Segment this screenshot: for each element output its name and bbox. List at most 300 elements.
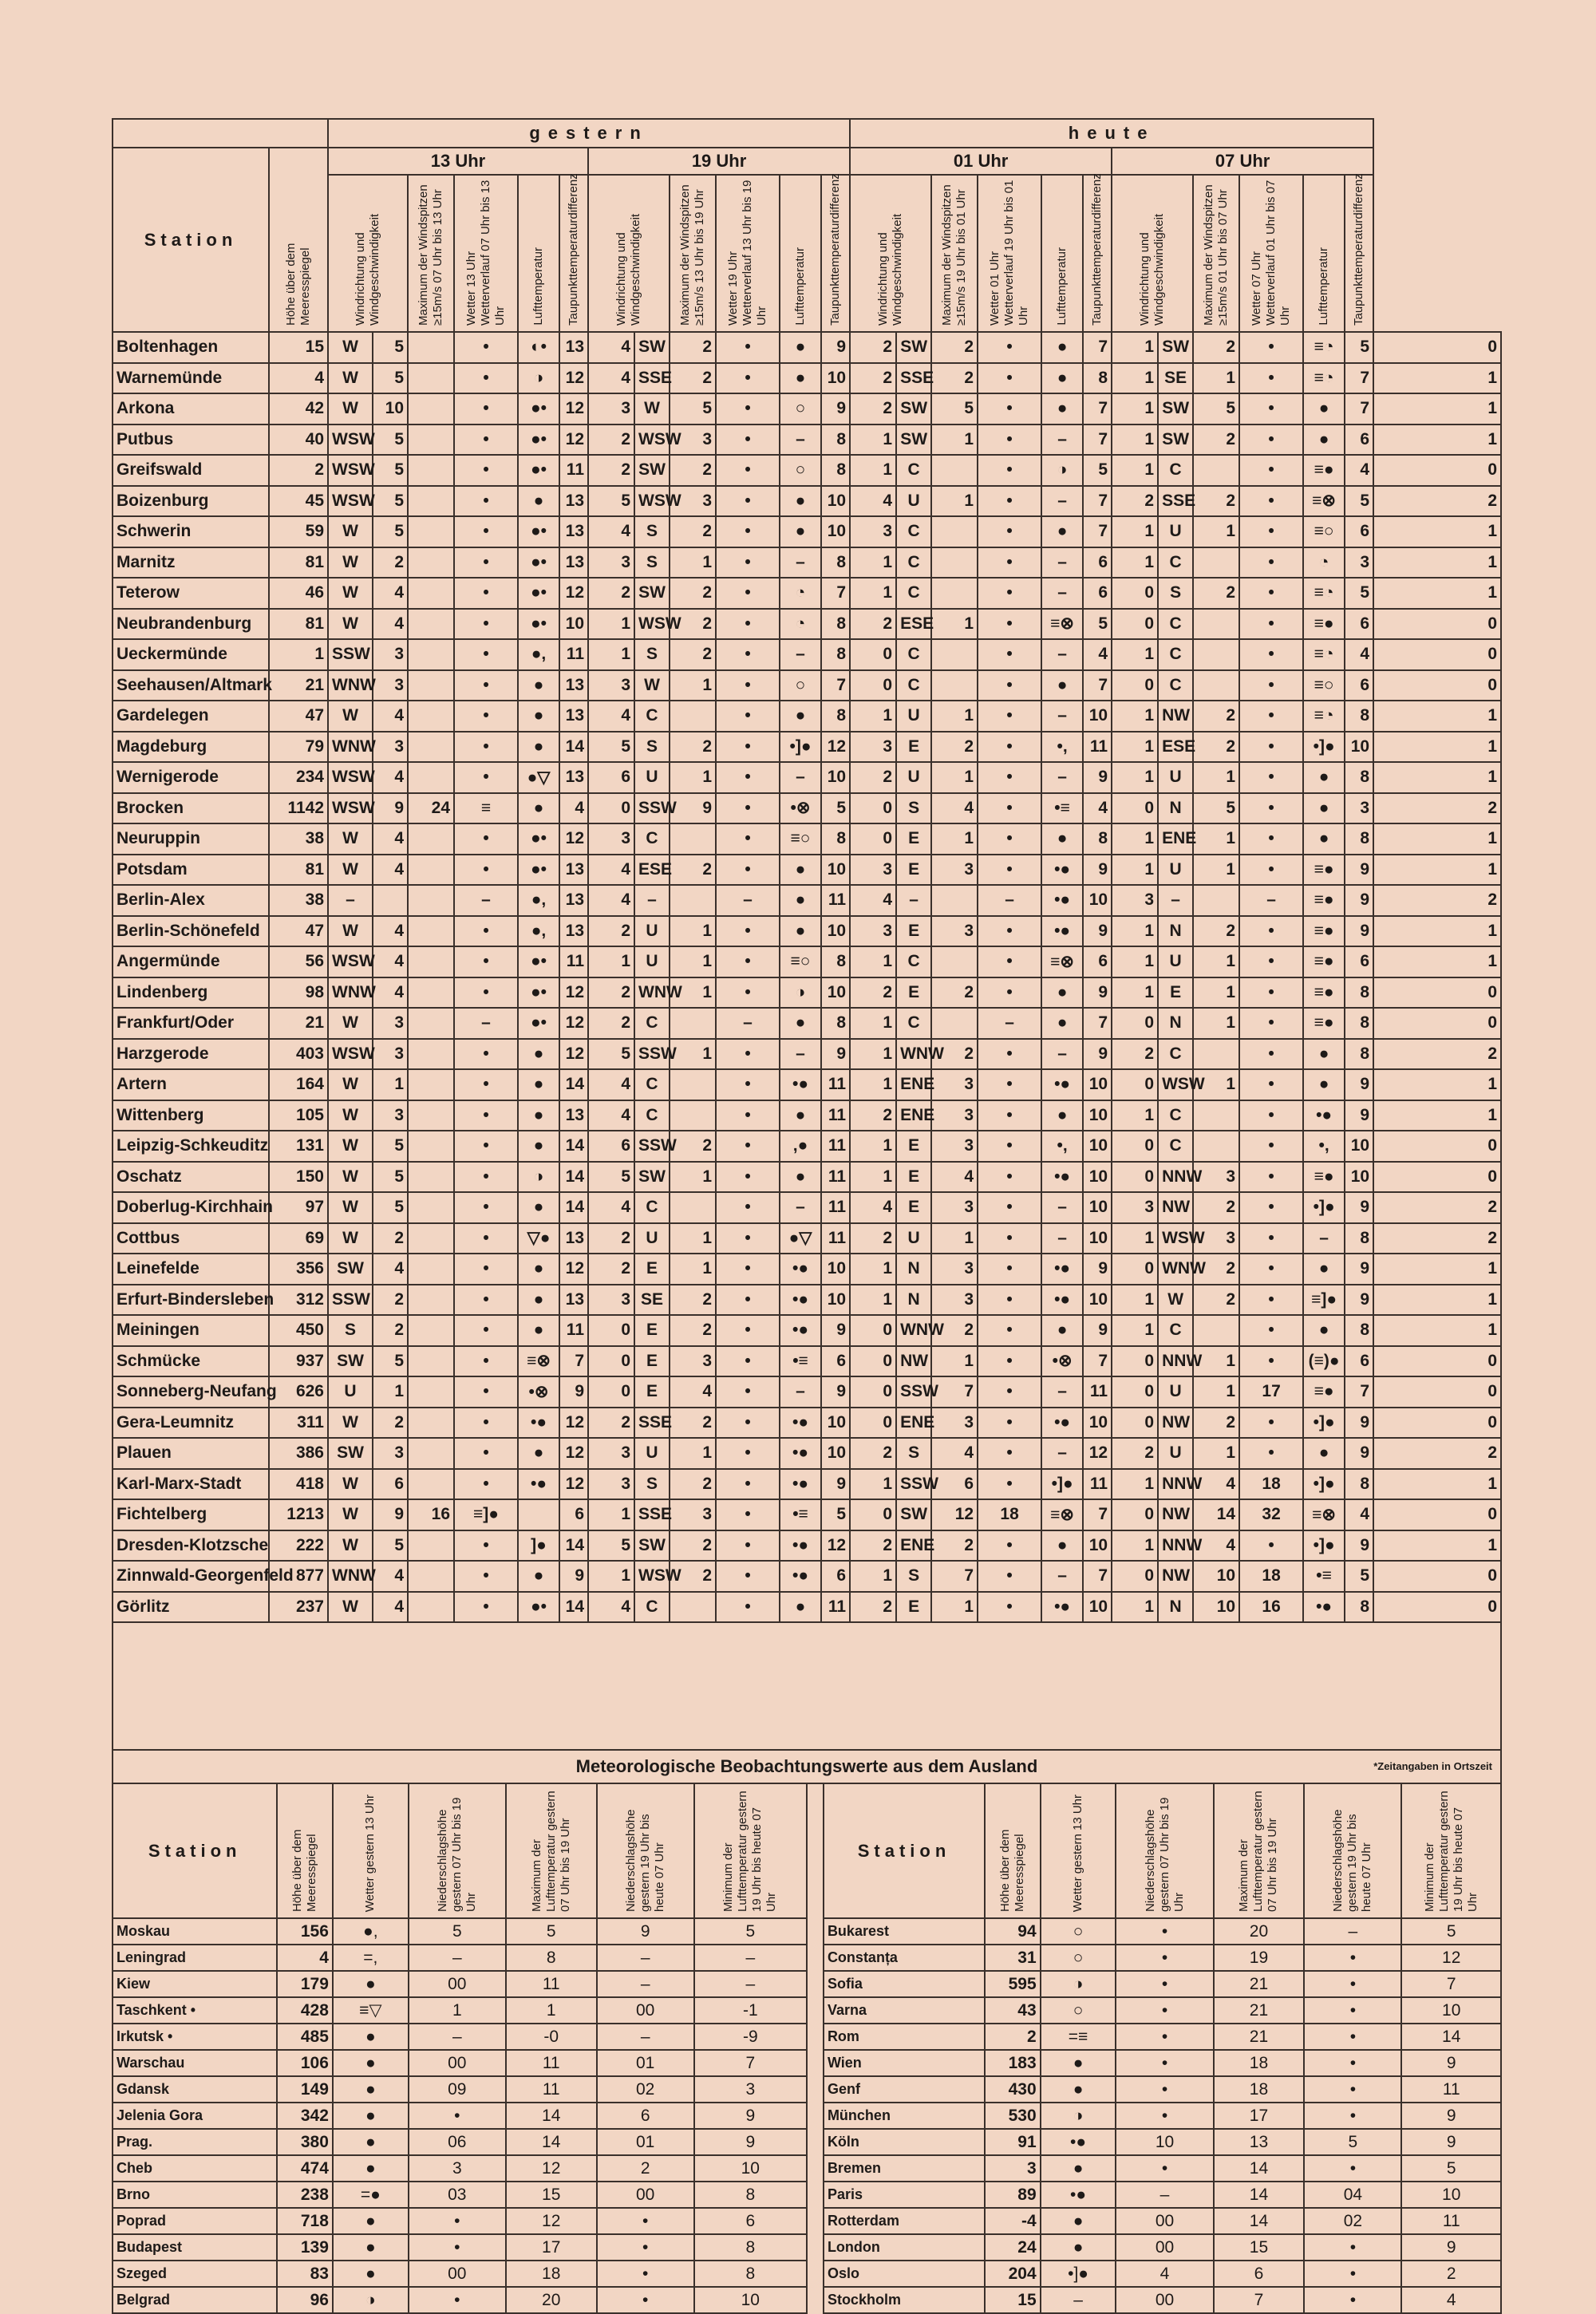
foreign-value: 15 xyxy=(506,2182,597,2208)
station-height: 59 xyxy=(269,516,328,547)
station-name: Magdeburg xyxy=(113,732,269,763)
station-value: SSE xyxy=(634,1499,670,1530)
station-value: 3 xyxy=(670,1346,716,1377)
station-value: 5 xyxy=(588,1162,634,1193)
station-value: U xyxy=(328,1376,373,1408)
station-value: • xyxy=(978,363,1041,394)
time-19: 19 Uhr xyxy=(588,148,850,175)
station-value xyxy=(408,424,454,456)
station-value: 18 xyxy=(1239,1561,1303,1592)
station-value: 1 xyxy=(1112,1223,1158,1254)
foreign-station-header-left: Station xyxy=(113,1783,277,1918)
station-value: 8 xyxy=(1345,1223,1373,1254)
station-value: WSW xyxy=(328,486,373,517)
station-value: •● xyxy=(1041,885,1083,916)
station-value: •● xyxy=(1041,855,1083,886)
station-value: • xyxy=(716,977,780,1009)
station-value: 7 xyxy=(1345,393,1373,424)
station-height: 131 xyxy=(269,1131,328,1162)
station-height: 418 xyxy=(269,1469,328,1500)
station-height: 56 xyxy=(269,946,328,977)
blank-area xyxy=(112,1623,1502,1749)
station-value: WSW xyxy=(328,793,373,824)
station-value: ● xyxy=(518,1100,559,1131)
foreign-value: 12 xyxy=(1401,1945,1501,1971)
station-value: 13 xyxy=(559,1100,588,1131)
foreign-station-name: Paris xyxy=(824,2182,985,2208)
station-value xyxy=(373,885,408,916)
foreign-height: 718 xyxy=(277,2208,333,2234)
station-value: 3 xyxy=(931,1131,978,1162)
station-value: 0 xyxy=(588,1376,634,1408)
station-value: ≡○ xyxy=(780,946,821,977)
station-value: 10 xyxy=(1083,1100,1112,1131)
station-value: 17 xyxy=(1239,1376,1303,1408)
foreign-value: • xyxy=(1116,2076,1213,2103)
station-value: 4 xyxy=(373,1254,408,1285)
foreign-value: • xyxy=(1304,2261,1401,2287)
foreign-value: 7 xyxy=(1401,1971,1501,1997)
station-value: 8 xyxy=(1345,1008,1373,1039)
station-value: ● xyxy=(1041,1315,1083,1346)
station-value: • xyxy=(978,424,1041,456)
station-value: • xyxy=(454,670,518,701)
station-value: • xyxy=(1239,1408,1303,1439)
foreign-value: • xyxy=(597,2208,694,2234)
foreign-station-name: Köln xyxy=(824,2129,985,2155)
station-value: U xyxy=(896,1223,931,1254)
station-value: W xyxy=(328,1131,373,1162)
station-value: • xyxy=(1239,363,1303,394)
station-value: C xyxy=(896,670,931,701)
station-value: • xyxy=(716,1162,780,1193)
station-value: 7 xyxy=(1345,1376,1373,1408)
station-value: 2 xyxy=(373,1285,408,1316)
station-value: 9 xyxy=(1345,1069,1373,1100)
station-value: ● xyxy=(518,1561,559,1592)
station-value: ≡○ xyxy=(1303,670,1345,701)
station-value: E xyxy=(634,1346,670,1377)
station-value: S xyxy=(896,1561,931,1592)
station-value: 3 xyxy=(931,855,978,886)
station-value: 5 xyxy=(373,1162,408,1193)
station-value: 2 xyxy=(373,1223,408,1254)
station-value xyxy=(408,332,454,363)
station-value xyxy=(408,486,454,517)
station-value xyxy=(408,1408,454,1439)
station-value: U xyxy=(896,762,931,793)
foreign-separator-cell xyxy=(807,2050,824,2076)
station-value: 8 xyxy=(1083,363,1112,394)
station-value: 7 xyxy=(1083,1499,1112,1530)
station-value: 2 xyxy=(1373,1039,1501,1070)
foreign-value: 14 xyxy=(1401,2024,1501,2050)
foreign-separator-cell xyxy=(807,1997,824,2024)
station-value: 1 xyxy=(850,1069,896,1100)
station-value xyxy=(408,916,454,947)
station-value: 1 xyxy=(850,701,896,732)
station-height: 21 xyxy=(269,1008,328,1039)
foreign-value: 15 xyxy=(1214,2234,1305,2261)
station-value: ● xyxy=(1041,1008,1083,1039)
station-value: •● xyxy=(780,1285,821,1316)
station-row xyxy=(113,1561,1501,1592)
station-value: • xyxy=(978,946,1041,977)
station-value: 10 xyxy=(1083,885,1112,916)
station-value: • xyxy=(454,1469,518,1500)
station-value: ●• xyxy=(518,424,559,456)
station-value: 4 xyxy=(373,701,408,732)
station-value: ● xyxy=(1041,1530,1083,1562)
station-value: S xyxy=(634,516,670,547)
foreign-value: 5 xyxy=(694,1918,807,1945)
station-value: • xyxy=(454,639,518,670)
station-value: • xyxy=(978,578,1041,609)
station-value: SW xyxy=(1158,393,1193,424)
foreign-value: 9 xyxy=(694,2129,807,2155)
station-value: 3 xyxy=(588,393,634,424)
foreign-col-weather-left: Wetter gestern 13 Uhr xyxy=(333,1783,409,1918)
station-value: • xyxy=(978,1223,1041,1254)
station-name: Schmücke xyxy=(113,1346,269,1377)
station-height: 15 xyxy=(269,332,328,363)
station-value: 1 xyxy=(1193,1376,1239,1408)
station-value: ≡● xyxy=(1303,1162,1345,1193)
station-value: 5 xyxy=(373,363,408,394)
foreign-value: 4 xyxy=(1116,2261,1213,2287)
station-value: • xyxy=(978,1162,1041,1193)
station-value: 2 xyxy=(1193,1254,1239,1285)
station-value: 2 xyxy=(670,1469,716,1500)
station-value: 0 xyxy=(1373,1499,1501,1530)
station-value: 10 xyxy=(821,1254,850,1285)
station-value: 6 xyxy=(1345,516,1373,547)
station-value: 2 xyxy=(1193,701,1239,732)
station-value: 1 xyxy=(373,1376,408,1408)
station-value: ●, xyxy=(518,639,559,670)
station-value: ◔ xyxy=(780,578,821,609)
station-value: • xyxy=(454,1530,518,1562)
station-value: ● xyxy=(1303,1438,1345,1469)
station-value: 3 xyxy=(931,1192,978,1223)
foreign-separator-cell xyxy=(807,2024,824,2050)
station-value: • xyxy=(716,1561,780,1592)
station-row xyxy=(113,578,1501,609)
col-gust-19: Maximum der Windspitzen ≥15m/s 13 Uhr bis 19 Uhr xyxy=(670,175,716,332)
col-weather-07: Wetter 07 Uhr Wetterverlauf 01 Uhr bis 07 Uhr xyxy=(1239,175,1303,332)
station-value: 5 xyxy=(588,486,634,517)
station-value: 1 xyxy=(1373,393,1501,424)
station-value: E xyxy=(896,916,931,947)
foreign-station-name: Wien xyxy=(824,2050,985,2076)
station-height: 81 xyxy=(269,855,328,886)
station-value: WNW xyxy=(328,977,373,1009)
foreign-value: ● xyxy=(1041,2050,1116,2076)
station-value xyxy=(518,1499,559,1530)
station-rows xyxy=(113,332,1501,1622)
station-row xyxy=(113,1008,1501,1039)
station-value xyxy=(408,1376,454,1408)
station-value: • xyxy=(716,823,780,855)
station-value: 1 xyxy=(931,1592,978,1623)
station-value: WNW xyxy=(634,977,670,1009)
foreign-value: ○ xyxy=(1041,1997,1116,2024)
station-value: • xyxy=(1239,1069,1303,1100)
station-value: •● xyxy=(780,1408,821,1439)
station-value: – xyxy=(328,885,373,916)
col-temp-01: Lufttemperatur xyxy=(1041,175,1083,332)
station-value: 6 xyxy=(821,1561,850,1592)
station-value: • xyxy=(978,793,1041,824)
foreign-height: 485 xyxy=(277,2024,333,2050)
station-value: • xyxy=(1239,701,1303,732)
station-value: SW xyxy=(896,332,931,363)
station-value: •● xyxy=(1041,1408,1083,1439)
station-value: W xyxy=(328,393,373,424)
station-value: W xyxy=(634,670,670,701)
station-value: ● xyxy=(518,1192,559,1223)
station-height: 1 xyxy=(269,639,328,670)
station-value: • xyxy=(716,547,780,578)
station-row xyxy=(113,363,1501,394)
station-value: 1 xyxy=(670,1254,716,1285)
station-value: 2 xyxy=(850,762,896,793)
station-value: U xyxy=(634,946,670,977)
foreign-value: 1 xyxy=(506,1997,597,2024)
station-value: WNW xyxy=(328,732,373,763)
station-value: ○ xyxy=(780,670,821,701)
station-value: • xyxy=(716,1069,780,1100)
foreign-value: ○ xyxy=(1041,1918,1116,1945)
header-gestern: gestern xyxy=(328,119,850,148)
foreign-height: 139 xyxy=(277,2234,333,2261)
foreign-station-name: Rotterdam xyxy=(824,2208,985,2234)
station-value: C xyxy=(1158,609,1193,640)
station-value: ● xyxy=(1303,823,1345,855)
foreign-value: 8 xyxy=(506,1945,597,1971)
station-value: 1 xyxy=(850,1162,896,1193)
station-value: WSW xyxy=(328,455,373,486)
station-value: • xyxy=(1239,762,1303,793)
station-value: U xyxy=(634,1438,670,1469)
station-value: 1 xyxy=(1112,1285,1158,1316)
foreign-value: 00 xyxy=(1116,2208,1213,2234)
station-value: 3 xyxy=(1193,1162,1239,1193)
station-value: 4 xyxy=(931,1438,978,1469)
station-row xyxy=(113,1408,1501,1439)
station-value: • xyxy=(716,1315,780,1346)
foreign-row xyxy=(113,2261,1501,2287)
station-value: ≡⊗ xyxy=(1303,1499,1345,1530)
station-value: 9 xyxy=(821,1039,850,1070)
foreign-height: 96 xyxy=(277,2287,333,2313)
station-value: 4 xyxy=(850,885,896,916)
station-value: E xyxy=(634,1254,670,1285)
station-value: 2 xyxy=(670,1315,716,1346)
station-value: W xyxy=(328,1008,373,1039)
station-value: • xyxy=(454,916,518,947)
foreign-height: 179 xyxy=(277,1971,333,1997)
station-value: 24 xyxy=(408,793,454,824)
station-value: 10 xyxy=(821,977,850,1009)
station-height: 237 xyxy=(269,1592,328,1623)
station-value: 9 xyxy=(821,1376,850,1408)
station-value: 3 xyxy=(1345,547,1373,578)
station-value: 2 xyxy=(670,732,716,763)
station-value: • xyxy=(716,332,780,363)
station-value: E xyxy=(896,1162,931,1193)
station-height: 877 xyxy=(269,1561,328,1592)
foreign-value: 9 xyxy=(1401,2129,1501,2155)
station-value: SW xyxy=(896,424,931,456)
station-value: – xyxy=(780,1039,821,1070)
station-name: Oschatz xyxy=(113,1162,269,1193)
foreign-value: – xyxy=(1041,2287,1116,2313)
foreign-value: • xyxy=(1304,2103,1401,2129)
station-value: C xyxy=(1158,1039,1193,1070)
station-value: ● xyxy=(780,332,821,363)
foreign-value: 9 xyxy=(694,2103,807,2129)
station-value: • xyxy=(454,855,518,886)
station-height: 21 xyxy=(269,670,328,701)
station-value: 5 xyxy=(373,1131,408,1162)
station-value: 6 xyxy=(1345,946,1373,977)
station-value: 3 xyxy=(588,1438,634,1469)
station-value: 2 xyxy=(1373,885,1501,916)
station-height: 222 xyxy=(269,1530,328,1562)
station-value: 1 xyxy=(670,946,716,977)
foreign-station-name: London xyxy=(824,2234,985,2261)
station-value: 1 xyxy=(1373,1069,1501,1100)
station-value: WNW xyxy=(1158,1254,1193,1285)
station-value: • xyxy=(1239,1254,1303,1285)
station-value: • xyxy=(716,1285,780,1316)
station-name: Doberlug-Kirchhain xyxy=(113,1192,269,1223)
station-value: • xyxy=(1239,670,1303,701)
station-value: 2 xyxy=(670,609,716,640)
foreign-value: 14 xyxy=(506,2129,597,2155)
station-value: •⊗ xyxy=(780,793,821,824)
station-value: U xyxy=(896,486,931,517)
station-value: ≡○ xyxy=(780,823,821,855)
foreign-row xyxy=(113,2234,1501,2261)
station-value: 4 xyxy=(588,885,634,916)
station-value: – xyxy=(780,1192,821,1223)
station-value: •≡ xyxy=(1303,1561,1345,1592)
station-value: 14 xyxy=(559,1530,588,1562)
station-height: 312 xyxy=(269,1285,328,1316)
station-value: 1 xyxy=(1112,1315,1158,1346)
station-height: 46 xyxy=(269,578,328,609)
station-value: 8 xyxy=(821,823,850,855)
station-row xyxy=(113,424,1501,456)
station-value: 2 xyxy=(1112,1039,1158,1070)
station-value: 9 xyxy=(1345,1100,1373,1131)
station-value: 0 xyxy=(1112,578,1158,609)
station-value: – xyxy=(716,885,780,916)
station-value: •≡ xyxy=(780,1346,821,1377)
foreign-height: 94 xyxy=(985,1918,1041,1945)
station-row xyxy=(113,455,1501,486)
station-value: SE xyxy=(634,1285,670,1316)
station-value: 3 xyxy=(373,670,408,701)
station-value: 0 xyxy=(850,1346,896,1377)
foreign-value: • xyxy=(1116,1971,1213,1997)
foreign-station-name: Stockholm xyxy=(824,2287,985,2313)
station-value: SW xyxy=(634,1162,670,1193)
foreign-value: 11 xyxy=(1401,2208,1501,2234)
station-value: 1 xyxy=(931,609,978,640)
station-height: 164 xyxy=(269,1069,328,1100)
station-value: • xyxy=(978,762,1041,793)
station-value: 2 xyxy=(588,1008,634,1039)
station-value: 11 xyxy=(1083,1376,1112,1408)
col-temp-13: Lufttemperatur xyxy=(518,175,559,332)
station-value: WSW xyxy=(1158,1223,1193,1254)
station-value: 9 xyxy=(1345,1254,1373,1285)
station-value: ●▽ xyxy=(518,762,559,793)
foreign-value: • xyxy=(409,2287,506,2313)
foreign-value: • xyxy=(1116,2050,1213,2076)
station-value: 12 xyxy=(559,578,588,609)
station-value: ● xyxy=(1041,516,1083,547)
station-value: 0 xyxy=(850,1376,896,1408)
station-value: 13 xyxy=(559,332,588,363)
station-value: • xyxy=(716,1192,780,1223)
station-value: 5 xyxy=(1193,793,1239,824)
station-value: 13 xyxy=(559,855,588,886)
station-value: 1 xyxy=(1193,1438,1239,1469)
station-value: 1 xyxy=(1373,732,1501,763)
foreign-station-name: Varna xyxy=(824,1997,985,2024)
station-value: 4 xyxy=(373,855,408,886)
station-height: 79 xyxy=(269,732,328,763)
station-value: W xyxy=(328,701,373,732)
station-value: – xyxy=(1239,885,1303,916)
station-value: 10 xyxy=(821,1438,850,1469)
station-value: 11 xyxy=(821,1192,850,1223)
station-value: C xyxy=(634,823,670,855)
col-dew-01: Taupunkttemperaturdifferenz xyxy=(1083,175,1112,332)
station-value: 3 xyxy=(931,1254,978,1285)
station-height: 105 xyxy=(269,1100,328,1131)
station-value: 12 xyxy=(559,1469,588,1500)
station-row xyxy=(113,793,1501,824)
station-value: 12 xyxy=(559,1039,588,1070)
station-value: • xyxy=(454,578,518,609)
foreign-col-precip2-left: Niederschlagshöhe gestern 19 Uhr bis heute 07 Uhr xyxy=(597,1783,694,1918)
station-value: C xyxy=(896,946,931,977)
col-wind-01: Windrichtung und Windgeschwindigkeit xyxy=(850,175,931,332)
station-name: Artern xyxy=(113,1069,269,1100)
station-value: 1 xyxy=(1112,516,1158,547)
station-value: 12 xyxy=(931,1499,978,1530)
station-value: 9 xyxy=(1083,916,1112,947)
station-value: ● xyxy=(518,1069,559,1100)
station-value: • xyxy=(454,732,518,763)
station-value: 0 xyxy=(1112,1561,1158,1592)
col-dew-19: Taupunkttemperaturdifferenz xyxy=(821,175,850,332)
station-value: U xyxy=(1158,516,1193,547)
station-value: ◐• xyxy=(518,332,559,363)
station-value xyxy=(670,1069,716,1100)
station-height: 45 xyxy=(269,486,328,517)
station-value: 12 xyxy=(559,363,588,394)
foreign-separator-cell xyxy=(807,2261,824,2287)
station-name: Cottbus xyxy=(113,1223,269,1254)
foreign-value: 5 xyxy=(409,1918,506,1945)
station-value: •, xyxy=(1041,732,1083,763)
